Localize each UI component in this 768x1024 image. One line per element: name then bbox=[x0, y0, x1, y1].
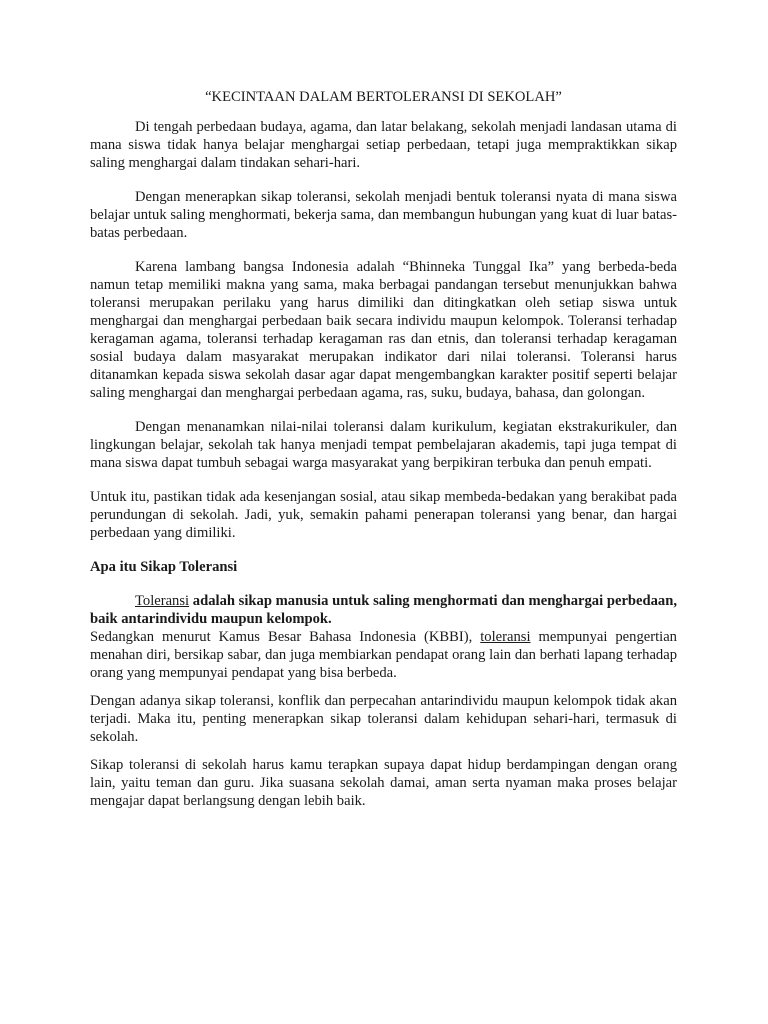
intro-paragraph-3: Karena lambang bangsa Indonesia adalah “Bhinneka Tunggal Ika” yang berbeda-beda namun tetap memiliki makna yang sama, maka berbagai pandangan tersebut menunjukkan bahwa toleransi merupakan perilaku yang harus dimiliki dan ditingkatkan oleh setiap siswa untuk menghargai dan menghargai perbedaan baik secara individu maupun kelompok. Toleransi terhadap keragaman agama, toleransi terhadap keragaman ras dan etnis, dan toleransi terhadap keragaman sosial budaya dalam masyarakat merupakan indikator dari nilai toleransi. Toleransi harus ditanamkan kepada siswa sekolah dasar agar dapat mengembangkan karakter positif seperti belajar saling menghargai dan menghargai perbedaan agama, ras, suku, budaya, bahasa, dan golongan. bbox=[90, 259, 677, 401]
school-paragraph: Sikap toleransi di sekolah harus kamu terapkan supaya dapat hidup berdampingan dengan orang lain, yaitu teman dan guru. Jika suasana sekolah damai, aman serta nyaman maka proses belajar mengajar dapat berlangsung dengan lebih baik. bbox=[90, 757, 677, 809]
document-page bbox=[90, 88, 677, 820]
definition-paragraph bbox=[90, 592, 677, 628]
intro-paragraph-4: Dengan menanamkan nilai-nilai toleransi dalam kurikulum, kegiatan ekstrakurikuler, dan lingkungan belajar, sekolah tak hanya menjadi tempat pembelajaran akademis, tapi juga tempat di mana siswa dapat tumbuh sebagai warga masyarakat yang berpikiran terbuka dan penuh empati. bbox=[90, 419, 677, 471]
intro-paragraph-1: Di tengah perbedaan budaya, agama, dan latar belakang, sekolah menjadi landasan utama di mana siswa tidak hanya belajar menghargai setiap perbedaan, tetapi juga mempraktikkan sikap saling menghargai dalam tindakan sehari-hari. bbox=[90, 119, 677, 171]
intro-paragraph-2: Dengan menerapkan sikap toleransi, sekolah menjadi bentuk toleransi nyata di mana siswa belajar untuk saling menghormati, bekerja sama, dan membangun hubungan yang kuat di luar batas-batas perbedaan. bbox=[90, 189, 677, 241]
kbbi-before: Sedangkan menurut Kamus Besar Bahasa Indonesia (KBBI), bbox=[90, 629, 481, 645]
kbbi-paragraph bbox=[90, 628, 677, 682]
definition-text: adalah sikap manusia untuk saling menghormati dan menghargai perbedaan, baik antarindividu maupun kelompok. bbox=[90, 593, 677, 627]
section-heading: Apa itu Sikap Toleransi bbox=[90, 559, 238, 575]
closing-paragraph: Untuk itu, pastikan tidak ada kesenjangan sosial, atau sikap membeda-bedakan yang berakibat pada perundungan di sekolah. Jadi, yuk, semakin pahami penerapan toleransi yang benar, dan hargai perbedaan yang dimiliki. bbox=[90, 489, 677, 541]
kbbi-term: toleransi bbox=[480, 629, 531, 645]
document-title: “KECINTAAN DALAM BERTOLERANSI DI SEKOLAH” bbox=[205, 89, 562, 105]
kbbi-after: mempunyai pengertian menahan diri, bersikap sabar, dan juga membiarkan pendapat orang lain dan berhati lapang terhadap orang yang mempunyai pendapat yang bisa berbeda. bbox=[90, 629, 677, 681]
definition-term: Toleransi bbox=[135, 593, 190, 609]
conflict-paragraph: Dengan adanya sikap toleransi, konflik dan perpecahan antarindividu maupun kelompok tidak akan terjadi. Maka itu, penting menerapkan sikap toleransi dalam kehidupan sehari-hari, termasuk di sekolah. bbox=[90, 693, 677, 745]
